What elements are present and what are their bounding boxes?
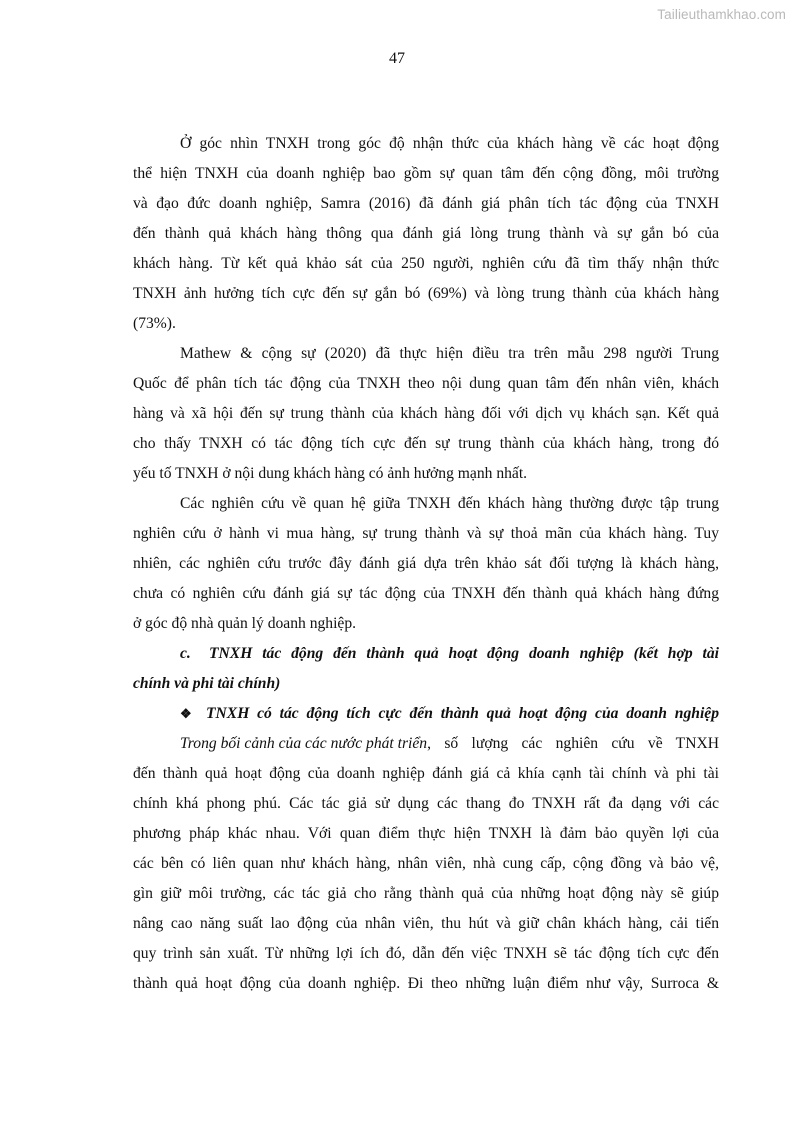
text-line: đến thành quả khách hàng thông qua đánh giá lòng trung thành và sự gắn bó của [133, 225, 719, 242]
text-line: quy trình sản xuất. Từ những lợi ích đó, dẫn đến việc TNXH sẽ tác động tích cực đến [133, 945, 719, 962]
section-marker: c. [180, 645, 191, 662]
text-line: Ở góc nhìn TNXH trong góc độ nhận thức của khách hàng về các hoạt động [180, 135, 719, 152]
watermark: Tailieuthamkhao.com [657, 7, 786, 22]
text-line [180, 734, 719, 754]
text-line: các bên có liên quan như khách hàng, nhân viên, nhà cung cấp, cộng đồng và bảo vệ, [133, 855, 719, 872]
text-line: yếu tố TNXH ở nội dung khách hàng có ảnh hưởng mạnh nhất. [133, 465, 528, 482]
text-line: nhiên, các nghiên cứu trước đây đánh giá dựa trên khảo sát đối tượng là khách hàng, [133, 555, 719, 572]
text-line: phương pháp khác nhau. Với quan điểm thực hiện TNXH là đảm bảo quyền lợi của [133, 825, 719, 842]
text-line: Quốc để phân tích tác động của TNXH theo nội dung quan tâm đến nhân viên, khách [133, 375, 719, 392]
section-title-continued: chính và phi tài chính) [133, 675, 281, 692]
text-line: TNXH ảnh hưởng tích cực đến sự gắn bó (69%) và lòng trung thành của khách hàng [133, 285, 719, 302]
section-heading-line [180, 644, 719, 664]
text-line: chính khá phong phú. Các tác giả sử dụng các thang đo TNXH rất đa dạng với các [133, 795, 719, 812]
diamond-bullet-icon: ❖ [180, 706, 192, 721]
italic-phrase: Trong bối cảnh của các nước phát triển [180, 735, 428, 752]
text-line: chưa có nghiên cứu đánh giá sự tác động của TNXH đến thành quả khách hàng đứng [133, 585, 719, 602]
text-span: , số lượng các nghiên cứu về TNXH [427, 735, 719, 752]
bullet-heading [180, 704, 719, 724]
bullet-heading-text: TNXH có tác động tích cực đến thành quả hoạt động của doanh nghiệp [206, 705, 719, 722]
text-line: Các nghiên cứu về quan hệ giữa TNXH đến khách hàng thường được tập trung [180, 495, 719, 512]
text-line: Mathew & cộng sự (2020) đã thực hiện điều tra trên mẫu 298 người Trung [180, 345, 719, 362]
text-line: nâng cao năng suất lao động của nhân viên, thu hút và giữ chân khách hàng, cải tiến [133, 915, 719, 932]
text-line: (73%). [133, 315, 176, 332]
text-line: hàng và xã hội đến sự trung thành của khách hàng đối với dịch vụ khách sạn. Kết quả [133, 405, 719, 422]
section-title: TNXH tác động đến thành quả hoạt động doanh nghiệp (kết hợp tài [209, 645, 719, 662]
text-line: gìn giữ môi trường, các tác giả cho rằng thành quả của những hoạt động này sẽ giúp [133, 885, 719, 902]
text-line: và đạo đức doanh nghiệp, Samra (2016) đã đánh giá phân tích tác động của TNXH [133, 195, 719, 212]
page-number: 47 [389, 50, 405, 67]
text-line: đến thành quả hoạt động của doanh nghiệp đánh giá cả khía cạnh tài chính và phi tài [133, 765, 719, 782]
text-line: ở góc độ nhà quản lý doanh nghiệp. [133, 615, 357, 632]
text-line: thể hiện TNXH của doanh nghiệp bao gồm sự quan tâm đến cộng đồng, môi trường [133, 165, 719, 182]
text-line: cho thấy TNXH có tác động tích cực đến sự trung thành của khách hàng, trong đó [133, 435, 719, 452]
text-line: thành quả hoạt động của doanh nghiệp. Đi theo những luận điểm như vậy, Surroca & [133, 975, 719, 992]
text-line: khách hàng. Từ kết quả khảo sát của 250 người, nghiên cứu đã tìm thấy nhận thức [133, 255, 719, 272]
text-line: nghiên cứu ở hành vi mua hàng, sự trung thành và sự thoả mãn của khách hàng. Tuy [133, 525, 719, 542]
